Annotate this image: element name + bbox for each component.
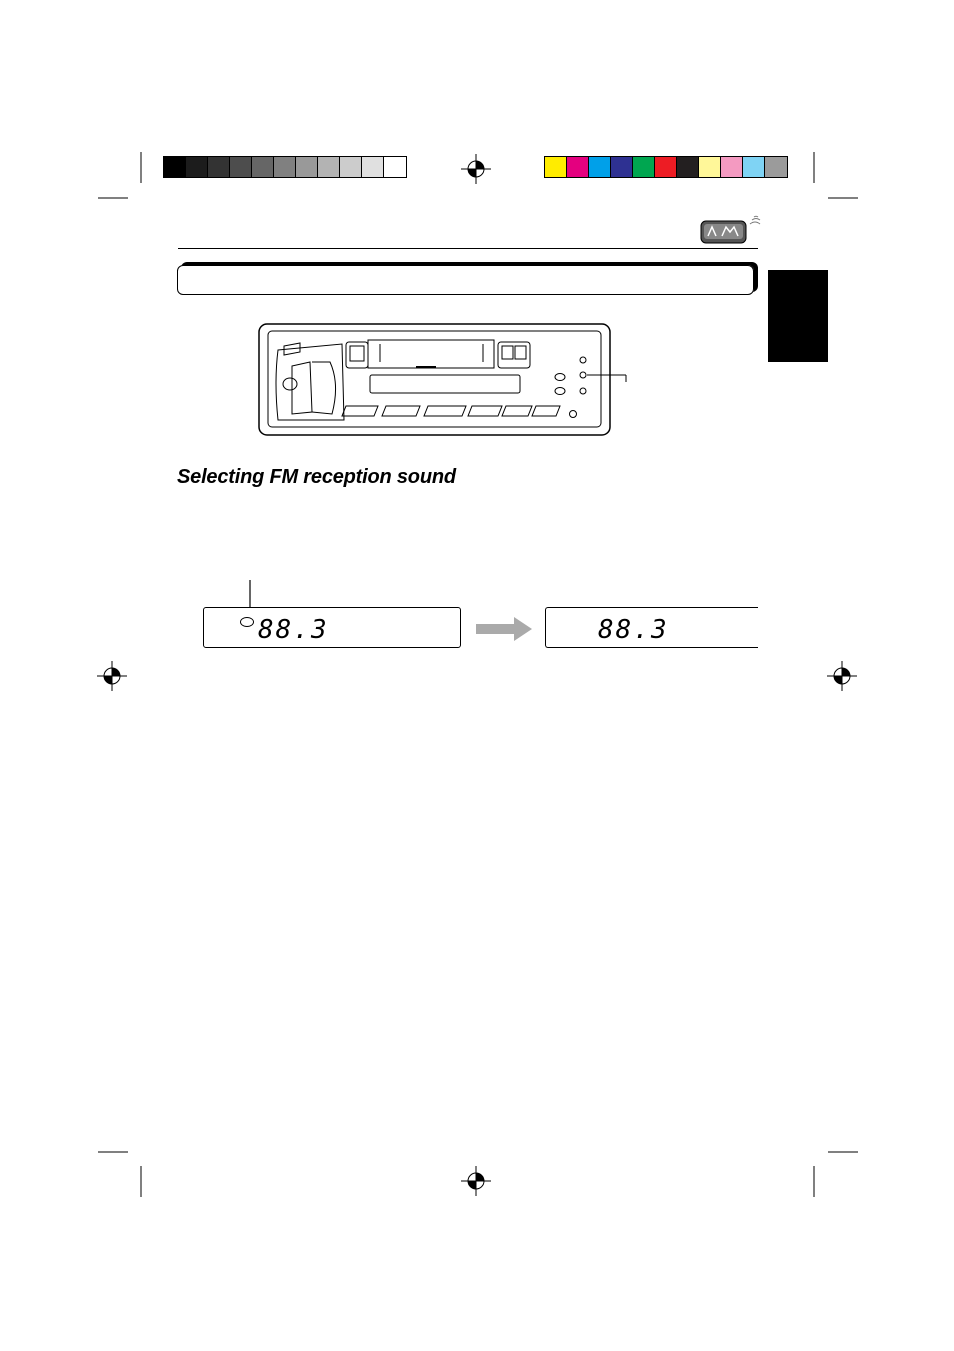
color-swatch (655, 157, 677, 177)
arrow-right-icon (476, 617, 534, 641)
registration-mark-left (97, 661, 127, 691)
gray-swatch (340, 157, 362, 177)
gray-swatch (186, 157, 208, 177)
color-swatch (545, 157, 567, 177)
language-tab (768, 270, 828, 362)
frequency-readout: 88.3 (598, 615, 669, 645)
color-swatch (721, 157, 743, 177)
gray-swatch (230, 157, 252, 177)
color-swatch (765, 157, 787, 177)
color-swatch (743, 157, 765, 177)
registration-mark-right (827, 661, 857, 691)
grayscale-calibration-bar (163, 156, 407, 178)
gray-swatch (252, 157, 274, 177)
color-calibration-bar (544, 156, 788, 178)
stereo-indicator-icon (240, 617, 254, 627)
fm-am-band-icon (700, 214, 762, 246)
gray-swatch (318, 157, 340, 177)
gray-swatch (362, 157, 384, 177)
color-swatch (589, 157, 611, 177)
registration-mark-top (461, 154, 491, 184)
color-swatch (677, 157, 699, 177)
color-swatch (567, 157, 589, 177)
color-swatch (633, 157, 655, 177)
gray-swatch (274, 157, 296, 177)
section-title-box (177, 265, 754, 295)
gray-swatch (208, 157, 230, 177)
registration-mark-bottom (461, 1166, 491, 1196)
display-stereo-off (545, 607, 758, 648)
header-rule (178, 248, 758, 249)
gray-swatch (164, 157, 186, 177)
display-stereo-on (203, 607, 461, 648)
color-swatch (699, 157, 721, 177)
frequency-readout: 88.3 (258, 615, 329, 645)
subheading: Selecting FM reception sound (177, 466, 456, 488)
gray-swatch (296, 157, 318, 177)
car-stereo-panel (256, 322, 636, 438)
gray-swatch (384, 157, 406, 177)
color-swatch (611, 157, 633, 177)
